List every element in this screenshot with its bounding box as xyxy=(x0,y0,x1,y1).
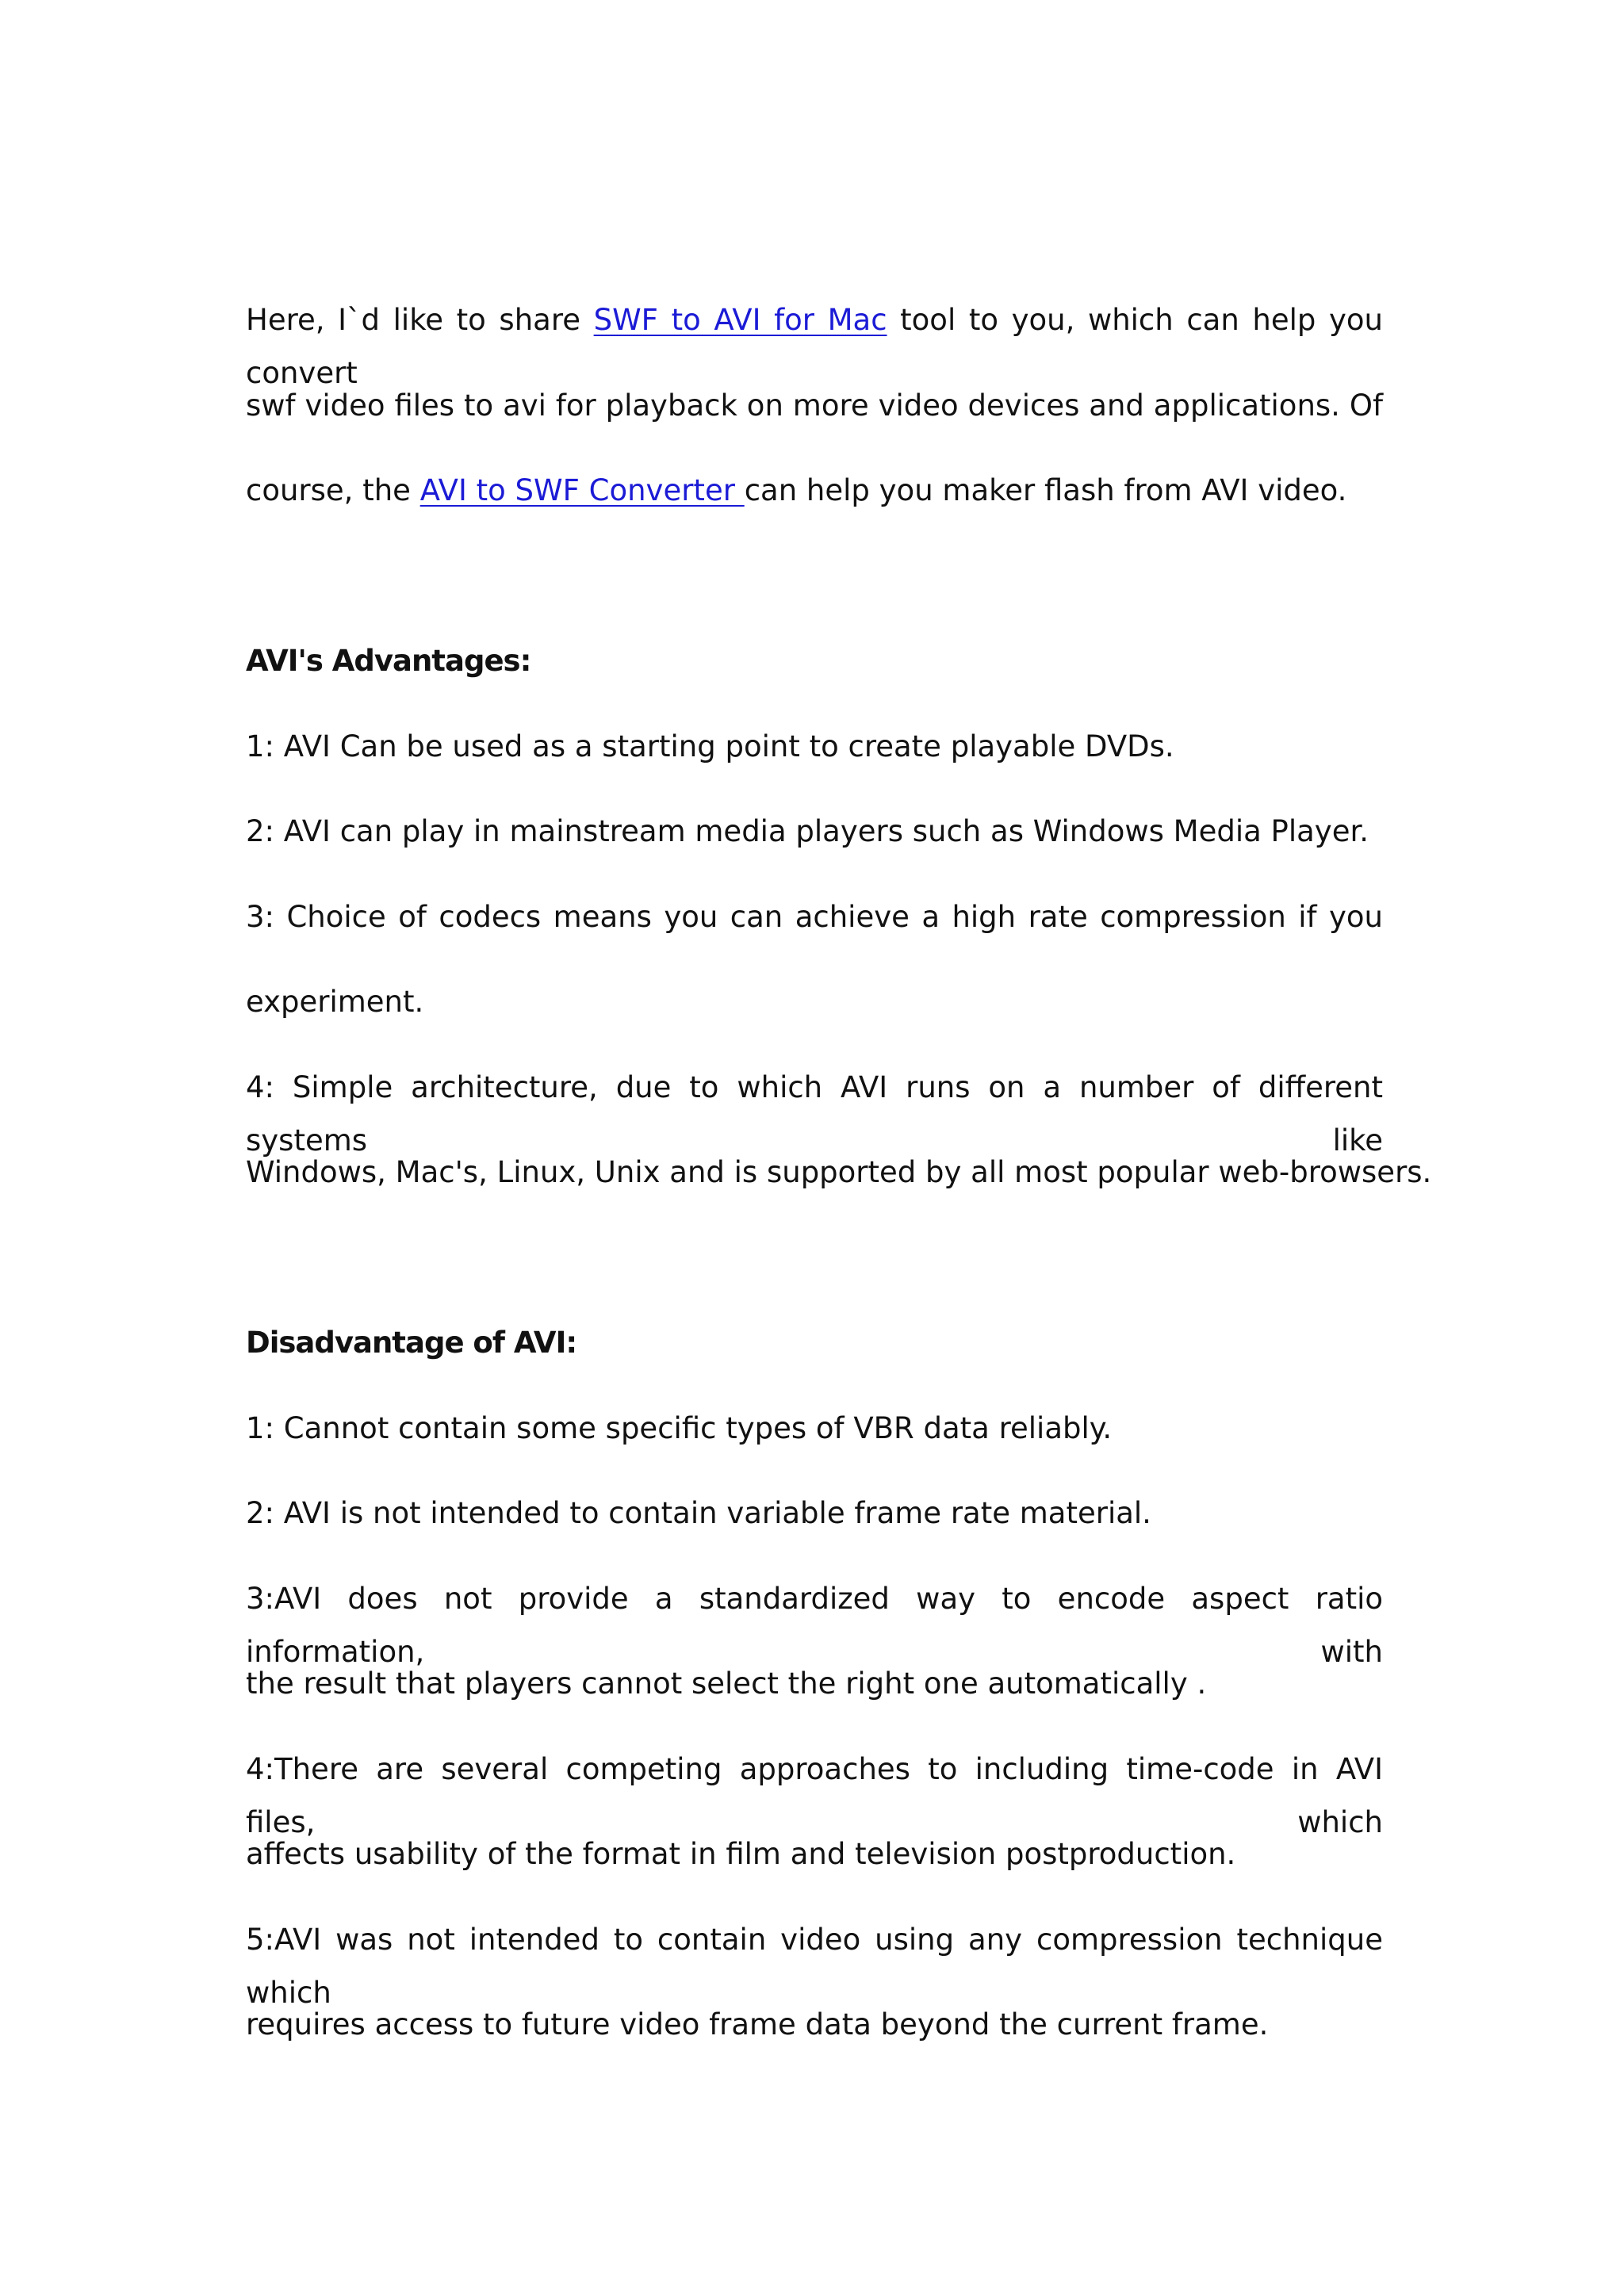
advantage-item: 3: Choice of codecs means you can achieve a high rate compression if you xyxy=(246,899,1383,934)
disadvantage-item-continued: requires access to future video frame data beyond the current frame. xyxy=(246,2007,1269,2042)
disadvantage-item: 1: Cannot contain some specific types of VBR data reliably. xyxy=(246,1410,1113,1445)
intro-text: tool to you, which can help you convert xyxy=(246,303,1383,390)
document-page xyxy=(246,293,1432,2084)
advantage-item: 2: AVI can play in mainstream media players such as Windows Media Player. xyxy=(246,814,1369,848)
swf-to-avi-mac-link[interactable]: SWF to AVI for Mac xyxy=(593,303,887,337)
advantage-item: 4: Simple architecture, due to which AVI runs on a number of different systems like xyxy=(246,1070,1383,1158)
disadvantage-item: 4:There are several competing approaches to including time-code in AVI files, which xyxy=(246,1751,1383,1839)
intro-line-1 xyxy=(246,293,1383,390)
intro-text: course, the xyxy=(246,473,420,507)
disadvantage-item: 5:AVI was not intended to contain video using any compression technique which xyxy=(246,1922,1383,2010)
intro-line-2: swf video files to avi for playback on more video devices and applications. Of xyxy=(246,388,1383,423)
disadvantage-item: 2: AVI is not intended to contain variable frame rate material. xyxy=(246,1496,1151,1530)
paragraph-spacer xyxy=(246,549,1383,635)
advantage-item-continued: experiment. xyxy=(246,985,424,1019)
avi-to-swf-converter-link[interactable]: AVI to SWF Converter xyxy=(419,473,745,507)
disadvantage-item: 3:AVI does not provide a standardized way to encode aspect ratio information, with xyxy=(246,1581,1383,1669)
intro-text: can help you maker flash from AVI video. xyxy=(744,473,1347,507)
paragraph-spacer xyxy=(246,1231,1383,1317)
intro-line-3 xyxy=(246,464,1383,549)
disadvantages-heading: Disadvantage of AVI: xyxy=(246,1326,577,1360)
advantage-item: 1: AVI Can be used as a starting point to create playable DVDs. xyxy=(246,729,1174,763)
disadvantage-item-continued: the result that players cannot select the right one automatically . xyxy=(246,1667,1207,1701)
disadvantage-item-continued: affects usability of the format in film and television postproduction. xyxy=(246,1837,1236,1871)
advantage-item-continued: Windows, Mac's, Linux, Unix and is supported by all most popular web-browsers. xyxy=(246,1155,1432,1189)
intro-text: Here, I`d like to share xyxy=(246,303,594,337)
advantages-heading: AVI's Advantages: xyxy=(246,644,531,678)
